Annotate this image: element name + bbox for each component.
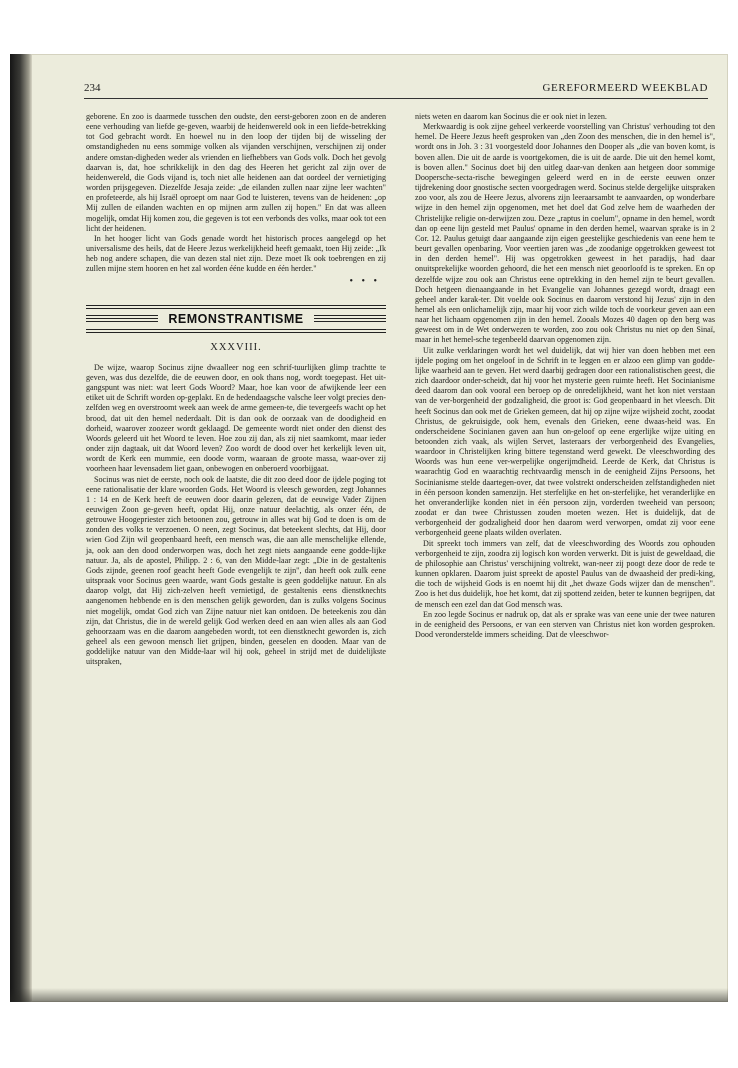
scanned-page: [10, 54, 728, 1002]
banner-rule-top: [86, 305, 386, 309]
page-header: [84, 80, 708, 99]
paragraph: Uit zulke verklaringen wordt het wel duidelijk, dat wij hier van doen hebben met een ijdele poging om het ongeloof in de Schrift in te leggen en er alzoo een glimp van godde-lijke waarheid aan te geven. Het werd daarbij gedragen door een rationalistischen geest, die zich daardoor onder-scheidt, dat hij voor het mysterie geen ruimte heeft. Het Socinianisme deed daarom dan ook vooral een beroep op de onredelijkheid, want het kon niet verstaan van de ver-borgenheid der godzaligheid, die groot is: God geopenbaard in het vleesch. Dit heeft Socinus dan ook met de Grieken gemeen, dat hij op zijne wijze wijsheid zocht, zoodat Christus, de gekruisigde, ook hem, evenals den Grieken, eene dwaas-heid was. En onderscheidene Socinianen gaven aan hun on-geloof op eene ergerlijke wijze uiting en betoonden zich vaak, als wijlen Servet, lasteraars der verborgenheid des Evangelies, waardoor in Christelijken kring bittere tegenstand werd gewekt. De vleeschwording des Woords was hun eene ver-werpelijke ongerijmdheid. Leerde de Kerk, dat Christus is waarachtig God en waarachtig rechtvaardig mensch in de eenigheid Zijns Persoons, het Socinianisme stelde daartegen-over, dat twee volstrekt onderscheiden zelfstandigheden niet in één persoon konden samenzijn. Het sterfelijke en het on-sterfelijke, het veranderlijke en het onveranderlijke konden niet in één persoon zijn, vorderden tweeheid van persoon; zoodat er dan twee Christussen zouden moeten wezen. Het is duidelijk, dat de verborgenheid der godzaligheid door hen daarom werd verworpen, omdat zij voor eene verborgenheid geene plaats wilden overlaten.: [415, 345, 715, 538]
paragraph: niets weten en daarom kan Socinus die er ook niet in lezen.: [415, 112, 607, 121]
paragraph: geborene. En zoo is daarmede tusschen den oudste, den eerst-geboren zoon en de anderen eene verhouding van liefde ge-geven, waarbij de heidenwereld ook in een liefde-betrekking tot God gebracht wordt. En hoewel nu in den loop der tijden bij de wisseling der omstandigheden nu eens sommige volken als vijanden verschijnen, verschijnen zij onder andere omstan-digheden weder als vrienden en liefhebbers van Gods volk. Doch het gevolg daarvan is, dat, hoe schrikkelijk in den dag des Heeren het gericht zal zijn over de heidenwereld, die Gods vijand is, toch niet alle heidenen aan dat oordeel der vernietiging worden prijsgegeven. Diezelfde Jesaja zeide: „de eilanden zullen naar zijne leer wachten" en profeteerde, als hij Israël oproept om naar God te luisteren, tevens van de heidenen: „op Mij zullen de eilanden wachten en op mijnen arm zullen zij hopen." En dat was alleen mogelijk, omdat Hij komen zou, die gegeven is tot een verbonds des volks, maar ook tot een licht der heidenen.: [86, 112, 386, 233]
paragraph: De wijze, waarop Socinus zijne dwaalleer nog een schrif-tuurlijken glimp trachtte te geven, was dus dezelfde, die de eeuwen door, en ook thans nog, wordt toegepast. Het uit-gangspunt was niet: wat leert Gods Woord? Maar, hoe kan voor de afwijkende leer een etiket uit de Schrift worden op-geplakt. En de hedendaagsche valsche leer volgt precies den-zelfden weg en overstroomt week aan week de arme gemeen-te, die tevergeefs wacht op het brood, dat uit den hemel nederdaalt. Dit is dan ook de oorzaak van de doodigheid en dorheid, waarover zoozeer wordt geklaagd. De gemeente wordt niet onder den dienst des Woords geleerd uit het Woord te leven. Hoe zou zij dan, als zij niet saamkomt, maar ieder onder zijn dagtaak, uit dat Woord leven? Zoo wordt de dood over het kerkelijk leven uit, wordt de Kerk een mummie, een doode vorm, waaraan de groote massa, waar-over zij voorheen haar levensadem liet gaan, onbewogen en onberoerd voorbijgaat.: [86, 362, 386, 474]
chapter-number: XXXVIII.: [210, 341, 262, 353]
page-number: 234: [84, 82, 101, 94]
paragraph: In het hooger licht van Gods genade wordt het historisch proces aangelegd op het universalisme des heils, dat de Heere Jezus werkelijkheid heeft gemaakt, toen Hij zeide: „Ik heb nog andere schapen, die van dezen stal niet zijn. Deze moet Ik ook toebrengen en zij zullen mijne stem hooren en het zal worden ééne kudde en één herder.": [86, 233, 386, 274]
book-spine-shadow: [10, 54, 32, 1002]
paragraph: Merkwaardig is ook zijne geheel verkeerde voorstelling van Christus' verhouding tot den hemel. De Heere Jezus heeft gesproken van „den Zoon des menschen, die in den hemel is", wordt ons in Joh. 3 : 31 voorgesteld door Johannes den Dooper als „die van boven komt, is boven allen. Die uit de aarde is voortgekomen, die is uit de aarde. Die uit den hemel komt, is boven allen." Socinus doet bij den uitleg daar-van denken aan hetgeen door sommige Doopersche-secta-rische bewegingen geleerd werd en in de eerste eeuwen onzer tijdrekening door gnostische secten voorgedragen werd. Socinus stelde dergelijke uitspraken zoo voor, als zou de Heere Jezus, alvorens zijn leeraarsambt te aanvaarden, op wonderbare wijze in den hemel zijn opgenomen, met het doel dat God zelve hem de waarheden der Christelijke religie on-derwijzen zou. Deze „raptus in coelum", opname in den hemel, wordt dan op eene lijn gesteld met Paulus' opname in den derden hemel, waarvan sprake is in 2 Cor. 12. Paulus getuigt daar aangaande zijn eigen geestelijke geschiedenis van eene hem te beurt gevallen openbaring. Voor veertien jaren was „de zoodanige opgetrokken geweest tot in den derden hemel". Hij was opgetrokken geweest in het paradijs, had daar onuitsprekelijke woorden gehoord, die het een mensch niet geoorloofd is te spreken. En op dezelfde wijze zou ook aan Christus eene optrekking in den hemel zijn te beurt gevallen. Doch hetgeen dienaangaande in het Evangelie van Johannes gezegd wordt, draagt een geheel ander karak-ter. Dit voelde ook Socinus en daarom verstond hij Jezus' zijn in den hemel als een onlichamelijk zijn, maar hij voor zich wilde toch de voorkeur geven aan een naar het lichaam opgenomen zijn in den hemel. Zooals Mozes 40 dagen op den berg was geweest om in de Wet onderwezen te worden, zoo zou ook Christus nu niet op den Sinaï, maar in het hemel-sche tegenbeeld daarvan opgenomen zijn.: [415, 122, 715, 345]
scan-bottom-edge: [10, 988, 728, 1002]
paragraph: Dit spreekt toch immers van zelf, dat de vleeschwording des Woords zou ophouden verborgenheid te zijn, zoodra zij logisch kon worden verwerkt. Dit is juist de geweldaad, die de philosophie aan Christus' verschijning voltrekt, wan-neer zij poogt deze door de rede te kunnen opklaren. Daarom juist spreekt de apostel Paulus van de dwaasheid der predi-king, die toch de wijsheid Gods is en noemt hij dit „het dwaze Gods wijzer dan de menschen". Zoo is het dus duidelijk, hoe het komt, dat zij spottend zeiden, beter te kunnen begrijpen, dat de mensch een ezel dan dat God mensch was.: [415, 538, 715, 609]
right-column: [415, 112, 715, 640]
banner-rule-bottom: [86, 329, 386, 333]
section-separator: • • •: [349, 275, 380, 287]
left-column: [86, 112, 386, 668]
banner-rule-left: [86, 315, 158, 322]
section-title: REMONSTRANTISME: [168, 311, 304, 326]
section-banner: [86, 305, 386, 333]
running-title: GEREFORMEERD WEEKBLAD: [542, 82, 708, 94]
banner-rule-right: [314, 315, 386, 322]
paragraph: En zoo legde Socinus er nadruk op, dat als er sprake was van eene unie der twee naturen in de eenigheid des Persoons, er van een sterven van Christus niet kon worden gesproken. Dood veronderstelde immers scheiding. Dat de vleeschwor-: [415, 609, 715, 639]
paragraph: Socinus was niet de eerste, noch ook de laatste, die dit zoo deed door de ijdele poging tot eene rationalisatie der klare woorden Gods. Het Woord is vleesch geworden, zegt Johannes 1 : 14 en de Kerk heeft de eeuwen door daarin gelezen, dat de eeuwige Vader Zijnen eeuwigen Zoon ge-geven heeft, opdat Hij, onze natuur deelachtig, als onzer één, de getrouwe Hoogepriester zich betoonen zou, getrouw in alles wat bij God te doen is om de zonden des volks te verzoenen. O neen, zegt Socinus, dat beteekent slechts, dat Hij, door wien God Zijn wil geopenbaard heeft, een mensch was, die aan alle menschelijke ellende, ja, ook aan den dood onderworpen was, doch het zegt niets aangaande eene godde-lijke natuur. Ja, als de apostel, Philipp. 2 : 6, van den Midde-laar zegt: „Die in de gestaltenis Gods zijnde, geenen roof geacht heeft Gode evengelijk te zijn", dan heeft ook zulk eene uitspraak voor Socinus geen waarde, want Gods gestalte is geen goddelijke natuur. En als daarop volgt, dat Hij zich-zelven heeft vernietigd, de gestaltenis eens dienstknechts aangenomen hebbende en is den menschen gelijk geworden, dan is zulks volgens Socinus niet mogelijk, omdat God zich van Zijne natuur niet kan ontdoen. De beteekenis zou dàn zijn, dat Christus, die in de wereld gelijk God werken deed en aan wien alles als aan God gehoorzaam was en die daarom aangebeden wordt, tot een dienstknecht geworden is, zich geheel als een gewoon mensch liet grijpen, binden, geeselen en dooden. Maar van de goddelijke natuur van den Midde-laar wil hij ook, geheel in strijd met de duidelijkste uitspraken,: [86, 474, 386, 667]
